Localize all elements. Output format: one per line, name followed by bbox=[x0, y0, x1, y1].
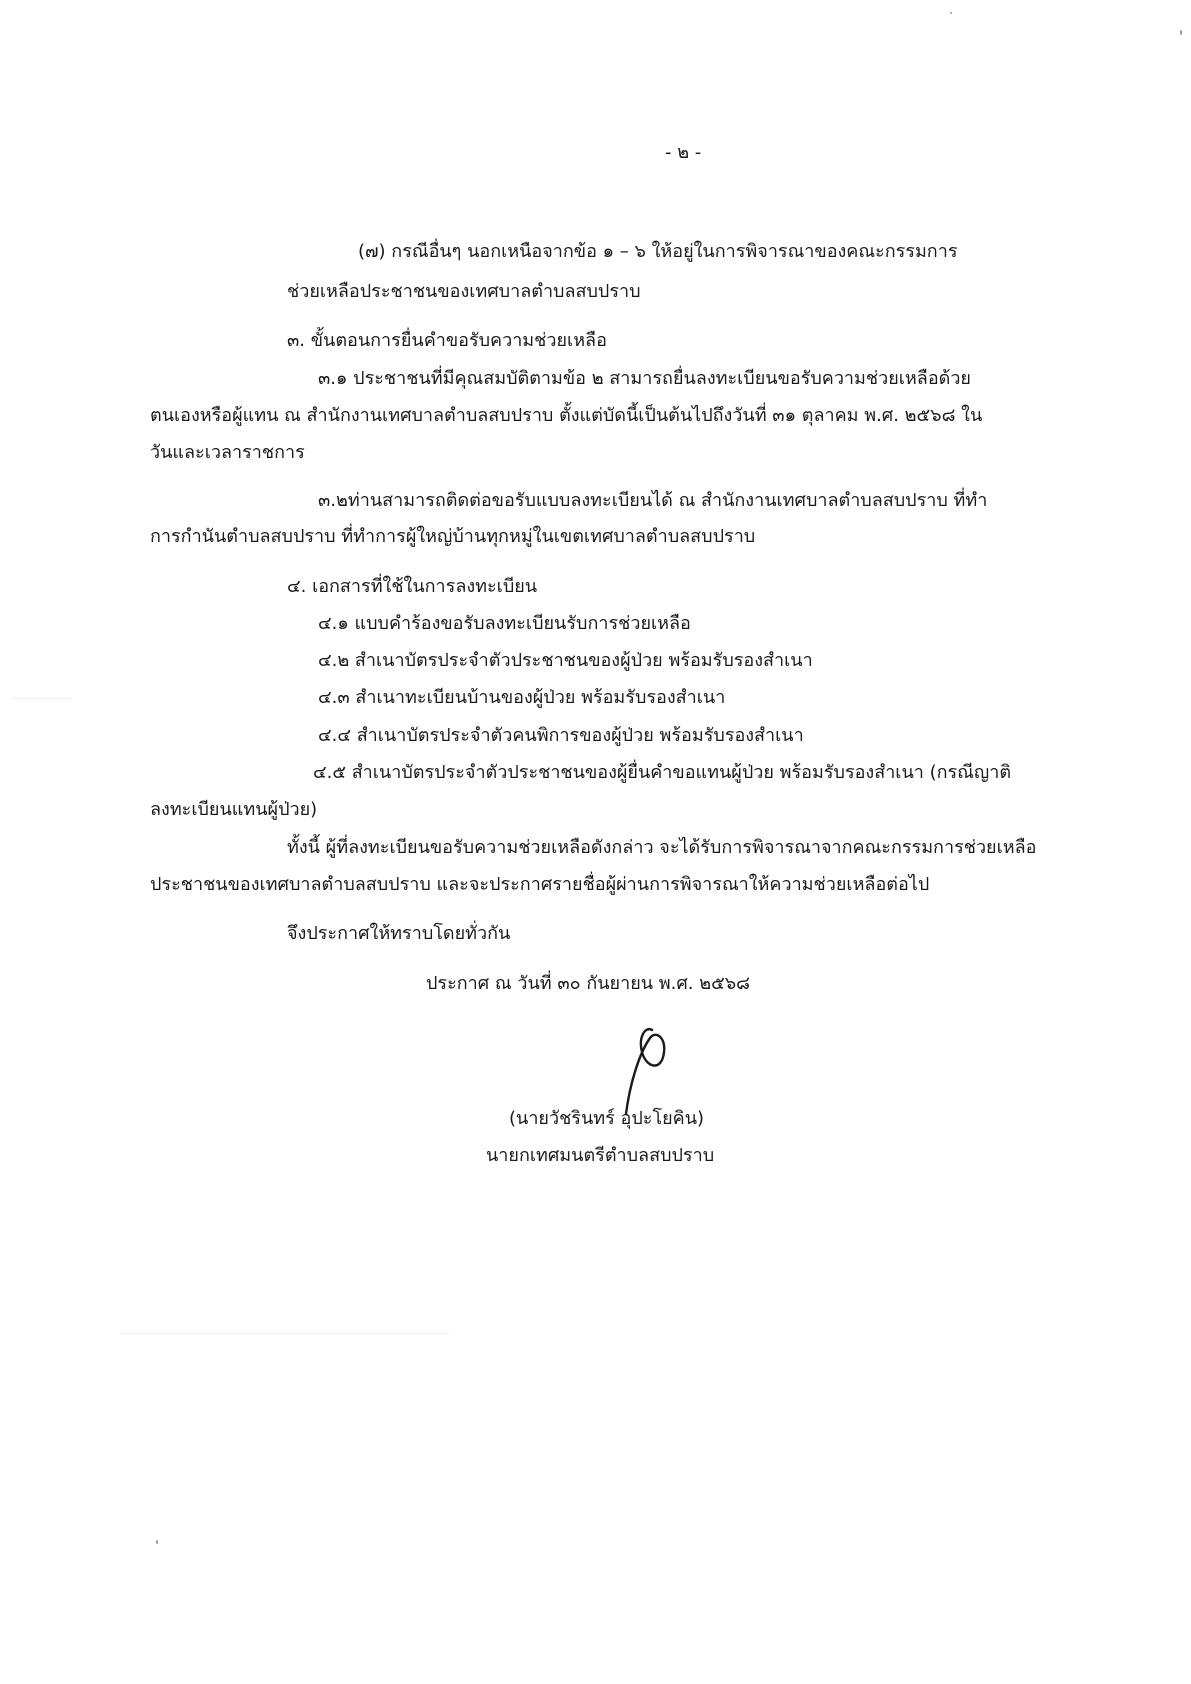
section-3-heading: ๓. ขั้นตอนการยื่นคำขอรับความช่วยเหลือ bbox=[287, 330, 607, 351]
announcement-date: ประกาศ ณ วันที่ ๓๐ กันยายน พ.ศ. ๒๕๖๘ bbox=[426, 973, 751, 994]
signer-title: นายกเทศมนตรีตำบลสบปราบ bbox=[486, 1145, 715, 1166]
scan-speck bbox=[950, 12, 952, 14]
document-item-4-3: ๔.๓ สำเนาทะเบียนบ้านของผู้ป่วย พร้อมรับรองสำเนา bbox=[318, 687, 726, 708]
clause-3-1-line-1: ๓.๑ ประชาชนที่มีคุณสมบัติตามข้อ ๒ สามารถยื่นลงทะเบียนขอรับความช่วยเหลือด้วย bbox=[318, 368, 971, 389]
section-4-heading: ๔. เอกสารที่ใช้ในการลงทะเบียน bbox=[287, 576, 538, 597]
scan-speck bbox=[1180, 30, 1182, 35]
clause-7-line-2: ช่วยเหลือประชาชนของเทศบาลตำบลสบปราบ bbox=[287, 281, 641, 302]
document-item-4-2: ๔.๒ สำเนาบัตรประจำตัวประชาชนของผู้ป่วย พร้อมรับรองสำเนา bbox=[318, 650, 813, 671]
clause-3-1-line-3: วันและเวลาราชการ bbox=[150, 442, 305, 463]
scan-speck bbox=[156, 1540, 158, 1544]
document-item-4-1: ๔.๑ แบบคำร้องขอรับลงทะเบียนรับการช่วยเหลือ bbox=[318, 613, 691, 634]
document-item-4-4: ๔.๔ สำเนาบัตรประจำตัวคนพิการของผู้ป่วย พร้อมรับรองสำเนา bbox=[318, 725, 804, 746]
signer-name: (นายวัชรินทร์ อุปะโยคิน) bbox=[509, 1108, 705, 1129]
document-item-4-5-line-2: ลงทะเบียนแทนผู้ป่วย) bbox=[150, 799, 318, 820]
document-item-4-5-line-1: ๔.๕ สำเนาบัตรประจำตัวประชาชนของผู้ยื่นคำขอแทนผู้ป่วย พร้อมรับรองสำเนา (กรณีญาติ bbox=[313, 762, 1012, 783]
clause-3-2-line-2: การกำนันตำบลสบปราบ ที่ทำการผู้ใหญ่บ้านทุกหมู่ในเขตเทศบาลตำบลสบปราบ bbox=[150, 526, 756, 547]
clause-3-1-line-2: ตนเองหรือผู้แทน ณ สำนักงานเทศบาลตำบลสบปราบ ตั้งแต่บัดนี้เป็นต้นไปถึงวันที่ ๓๑ ตุลาคม พ.ศ. ๒๕๖๘ ใน bbox=[150, 405, 983, 426]
clause-3-2-line-1: ๓.๒ท่านสามารถติดต่อขอรับแบบลงทะเบียนได้ ณ สำนักงานเทศบาลตำบลสบปราบ ที่ทำ bbox=[318, 490, 988, 511]
scan-artifact-line bbox=[120, 1333, 450, 1334]
closing-paragraph-line-1: ทั้งนี้ ผู้ที่ลงทะเบียนขอรับความช่วยเหลือดังกล่าว จะได้รับการพิจารณาจากคณะกรรมการช่วยเหลือ bbox=[287, 837, 1037, 858]
clause-7-line-1: (๗) กรณีอื่นๆ นอกเหนือจากข้อ ๑ – ๖ ให้อยู่ในการพิจารณาของคณะกรรมการ bbox=[358, 241, 958, 262]
announcement-statement: จึงประกาศให้ทราบโดยทั่วกัน bbox=[287, 923, 511, 944]
closing-paragraph-line-2: ประชาชนของเทศบาลตำบลสบปราบ และจะประกาศรายชื่อผู้ผ่านการพิจารณาให้ความช่วยเหลือต่อไป bbox=[150, 874, 930, 895]
page-number: - ๒ - bbox=[665, 142, 702, 163]
scan-artifact-line bbox=[12, 698, 72, 699]
